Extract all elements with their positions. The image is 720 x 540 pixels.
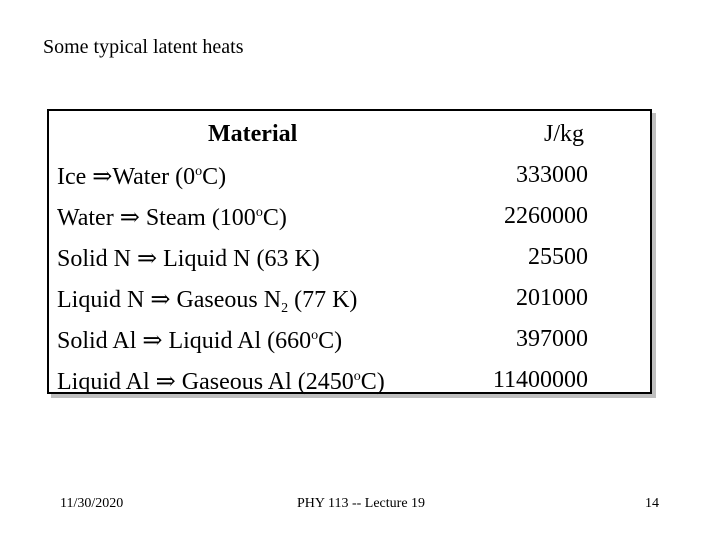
condition: (100$^o$C)	[211, 205, 287, 231]
material-cell	[57, 244, 320, 273]
implies-arrow-icon: ⇒	[155, 369, 176, 395]
condition: (0$^o$C)	[175, 164, 227, 190]
material-cell	[57, 367, 385, 396]
table-row	[49, 281, 650, 322]
condition: (63 K)	[256, 246, 320, 272]
subscript: 2	[281, 301, 289, 316]
to-phase: Steam	[145, 205, 206, 231]
implies-arrow-icon: ⇒	[142, 328, 163, 354]
material-cell	[57, 326, 342, 355]
implies-arrow-icon: ⇒	[92, 164, 113, 190]
material-cell	[57, 203, 287, 232]
table-row	[49, 199, 650, 240]
value-cell: 11400000	[492, 367, 588, 393]
condition: (660$^o$C)	[267, 328, 343, 354]
value-cell: 201000	[516, 285, 588, 311]
to-phase: Gaseous N	[176, 287, 282, 313]
table-row	[49, 363, 650, 404]
material-cell	[57, 162, 226, 191]
from-phase: Ice	[57, 164, 87, 190]
from-phase: Water	[57, 205, 114, 231]
footer-course: PHY 113 -- Lecture 19	[297, 496, 426, 511]
value-cell: 333000	[516, 162, 588, 188]
footer-page-number: 14	[645, 496, 659, 511]
to-phase: Liquid Al	[168, 328, 262, 354]
from-phase: Solid N	[57, 246, 132, 272]
value-column-header: J/kg	[543, 121, 584, 147]
from-phase: Solid Al	[57, 328, 137, 354]
table-header-row	[49, 117, 650, 158]
table-row	[49, 240, 650, 281]
table-row	[49, 158, 650, 199]
footer-date: 11/30/2020	[60, 496, 124, 511]
material-cell	[57, 285, 357, 317]
from-phase: Liquid Al	[57, 369, 150, 395]
value-cell: 397000	[516, 326, 588, 352]
table-row	[49, 322, 650, 363]
implies-arrow-icon: ⇒	[150, 287, 171, 313]
implies-arrow-icon: ⇒	[137, 246, 158, 272]
from-phase: Liquid N	[57, 287, 145, 313]
to-phase: Water	[112, 164, 170, 190]
latent-heat-table	[47, 109, 652, 394]
condition: (77 K)	[294, 287, 358, 313]
to-phase: Liquid N	[163, 246, 251, 272]
to-phase: Gaseous Al	[181, 369, 292, 395]
value-cell: 25500	[528, 244, 588, 270]
implies-arrow-icon: ⇒	[119, 205, 140, 231]
value-cell: 2260000	[504, 203, 588, 229]
material-column-header: Material	[208, 121, 298, 147]
condition: (2450$^o$C)	[297, 369, 385, 395]
slide-title: Some typical latent heats	[43, 36, 244, 58]
